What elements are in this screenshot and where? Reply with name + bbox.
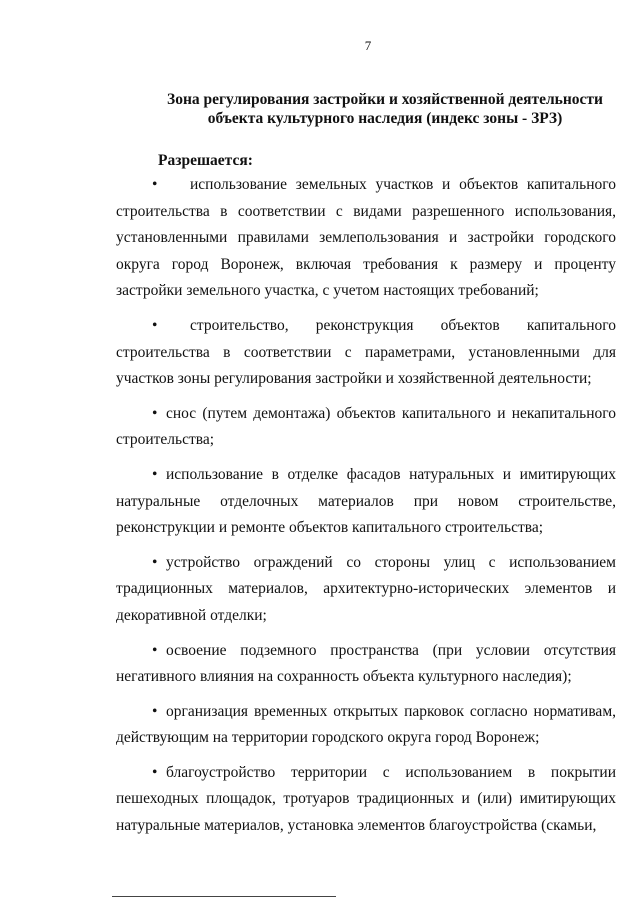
- list-item: [116, 313, 616, 393]
- list-item-text: использование в отделке фасадов натуральных и имитирующих натуральные отделочных материалов при новом строительстве, реконструкции и ремонте объектов капитального строительства;: [116, 465, 616, 537]
- bullet-icon: •: [152, 763, 158, 781]
- bullet-icon: •: [152, 404, 158, 422]
- bullet-icon: •: [152, 465, 158, 483]
- list-item: [116, 550, 616, 630]
- bullet-icon: •: [152, 702, 158, 720]
- list-item: [116, 760, 616, 840]
- title-line-2: объекта культурного наследия (индекс зоны - ЗРЗ): [207, 110, 563, 127]
- list-item-text: благоустройство территории с использованием в покрытии пешеходных площадок, тротуаров традиционных и (или) имитирующих натуральные материалов, установка элементов благоустройства (скамьи,: [116, 763, 616, 835]
- list-item: [116, 638, 616, 691]
- list-item-text: освоение подземного пространства (при условии отсутствия негативного влияния на сохранность объекта культурного наследия);: [116, 641, 616, 686]
- list-item: [116, 699, 616, 752]
- list-item: [116, 172, 616, 305]
- page-number: 7: [364, 38, 372, 53]
- bullet-icon: •: [152, 641, 158, 659]
- title-line-1: Зона регулирования застройки и хозяйственной деятельности: [167, 91, 603, 108]
- list-item-text: использование земельных участков и объектов капитального строительства в соответствии с видами разрешенного использования, установленными правилами землепользования и застройки городского округа город Воронеж, включая требования к размеру и проценту застройки земельного участка, с учетом настоящих требований;: [116, 176, 616, 300]
- section-heading: Разрешается:: [158, 152, 253, 169]
- bullet-icon: •: [152, 316, 158, 334]
- bullet-icon: •: [152, 553, 158, 571]
- list-item-text: устройство ограждений со стороны улиц с использованием традиционных материалов, архитектурно-исторических элементов и декоративной отделки;: [116, 553, 616, 624]
- bullet-icon: •: [152, 176, 158, 193]
- list-item-text: строительство, реконструкция объектов капитального строительства в соответствии с параметрами, установленными для участков зоны регулирования застройки и хозяйственной деятельности;: [116, 316, 616, 388]
- document-title: [150, 90, 620, 128]
- document-body: [116, 172, 616, 848]
- list-item-text: организация временных открытых парковок согласно нормативам, действующим на территории городского округа город Воронеж;: [116, 702, 616, 747]
- list-item-text: снос (путем демонтажа) объектов капитального и некапитального строительства;: [116, 404, 616, 449]
- list-item: [116, 462, 616, 542]
- list-item: [116, 401, 616, 454]
- footer-divider: [112, 896, 336, 897]
